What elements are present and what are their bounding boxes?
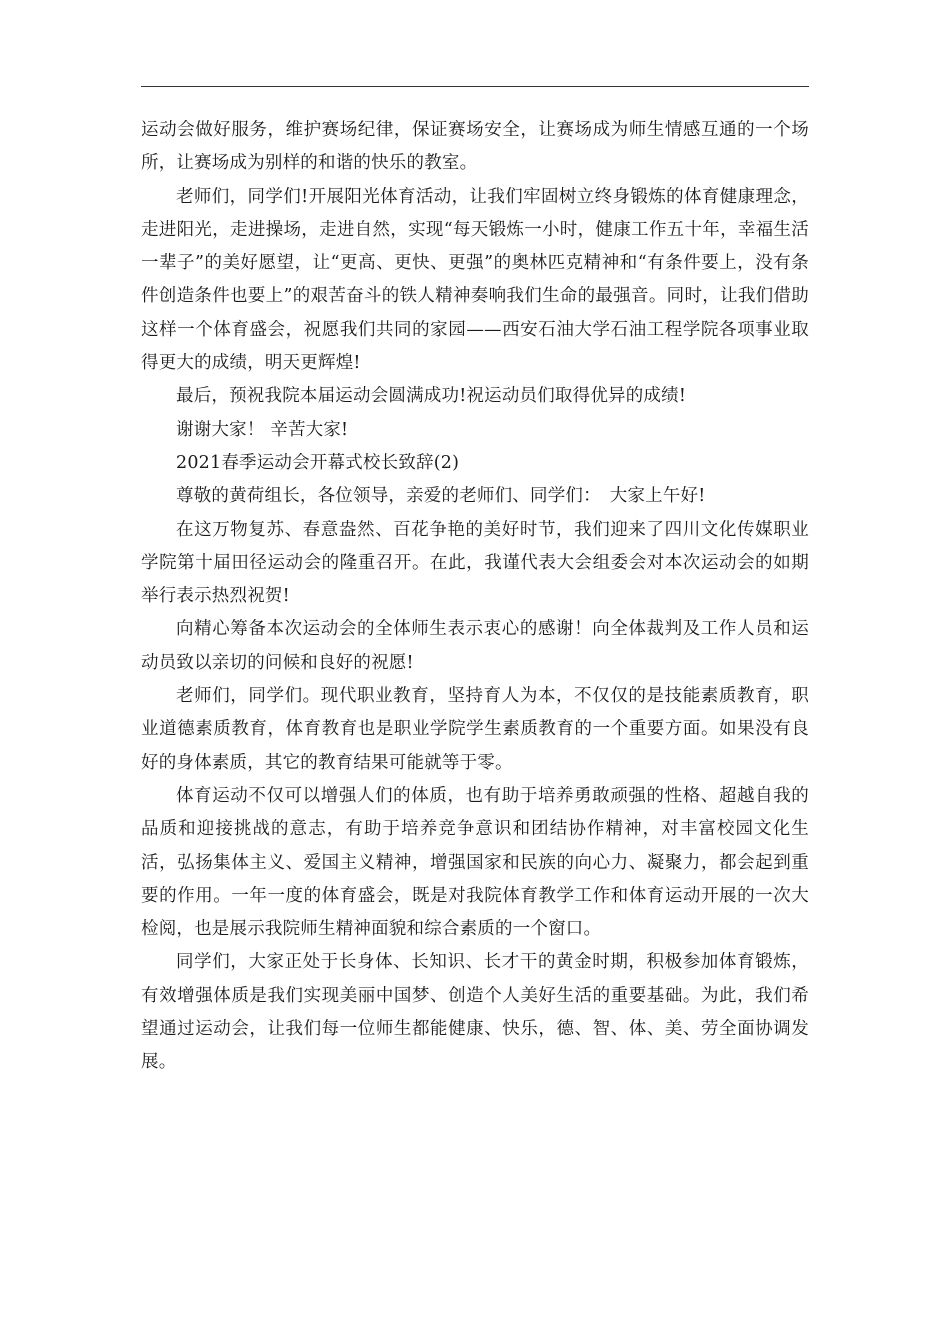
salutation: 尊敬的黄荷组长，各位领导，亲爱的老师们、同学们： 大家上午好! bbox=[176, 486, 706, 507]
paragraph: 同学们，大家正处于长身体、长知识、长才干的黄金时期，积极参加体育锻炼，有效增强体质是我们实现美丽中国梦、创造个人美好生活的重要基础。为此，我们希望通过运动会，让我们每一位师生都能健康、快乐，德、智、体、美、劳全面协调发展。 bbox=[141, 952, 809, 1073]
paragraph: 在这万物复苏、春意盎然、百花争艳的美好时节，我们迎来了四川文化传媒职业学院第十届田径运动会的隆重召开。在此，我谨代表大会组委会对本次运动会的如期举行表示热烈祝贺! bbox=[141, 519, 809, 607]
paragraph: 运动会做好服务，维护赛场纪律，保证赛场安全，让赛场成为师生情感互通的一个场所，让赛场成为别样的和谐的快乐的教室。 bbox=[141, 120, 809, 174]
paragraph: 向精心筹备本次运动会的全体师生表示衷心的感谢！向全体裁判及工作人员和运动员致以亲切的问候和良好的祝愿! bbox=[141, 619, 809, 673]
document-body bbox=[141, 114, 809, 1080]
paragraph: 最后，预祝我院本届运动会圆满成功!祝运动员们取得优异的成绩! bbox=[176, 386, 687, 407]
paragraph: 老师们，同学们。现代职业教育，坚持育人为本，不仅仅的是技能素质教育，职业道德素质教育，体育教育也是职业学院学生素质教育的一个重要方面。如果没有良好的身体素质，其它的教育结果可能就等于零。 bbox=[141, 686, 809, 773]
paragraph: 体育运动不仅可以增强人们的体质，也有助于培养勇敢顽强的性格、超越自我的品质和迎接挑战的意志，有助于培养竞争意识和团结协作精神，对丰富校园文化生活，弘扬集体主义、爱国主义精神，增强国家和民族的向心力、凝聚力，都会起到重要的作用。一年一度的体育盛会，既是对我院体育教学工作和体育运动开展的一次大检阅，也是展示我院师生精神面貌和综合素质的一个窗口。 bbox=[141, 785, 809, 940]
paragraph: 谢谢大家！ 辛苦大家! bbox=[176, 419, 349, 440]
header-rule bbox=[141, 86, 809, 87]
paragraph: 老师们，同学们!开展阳光体育活动，让我们牢固树立终身锻炼的体育健康理念，走进阳光，走进操场，走进自然，实现“每天锻炼一小时，健康工作五十年，幸福生活一辈子”的美好愿望，让“更高、更快、更强”的奥林匹克精神和“有条件要上，没有条件创造条件也要上”的艰苦奋斗的铁人精神奏响我们生命的最强音。同时，让我们借助这样一个体育盛会，祝愿我们共同的家园——西安石油大学石油工程学院各项事业取得更大的成绩，明天更辉煌! bbox=[141, 186, 809, 374]
section-heading: 2021春季运动会开幕式校长致辞(2) bbox=[176, 452, 460, 473]
